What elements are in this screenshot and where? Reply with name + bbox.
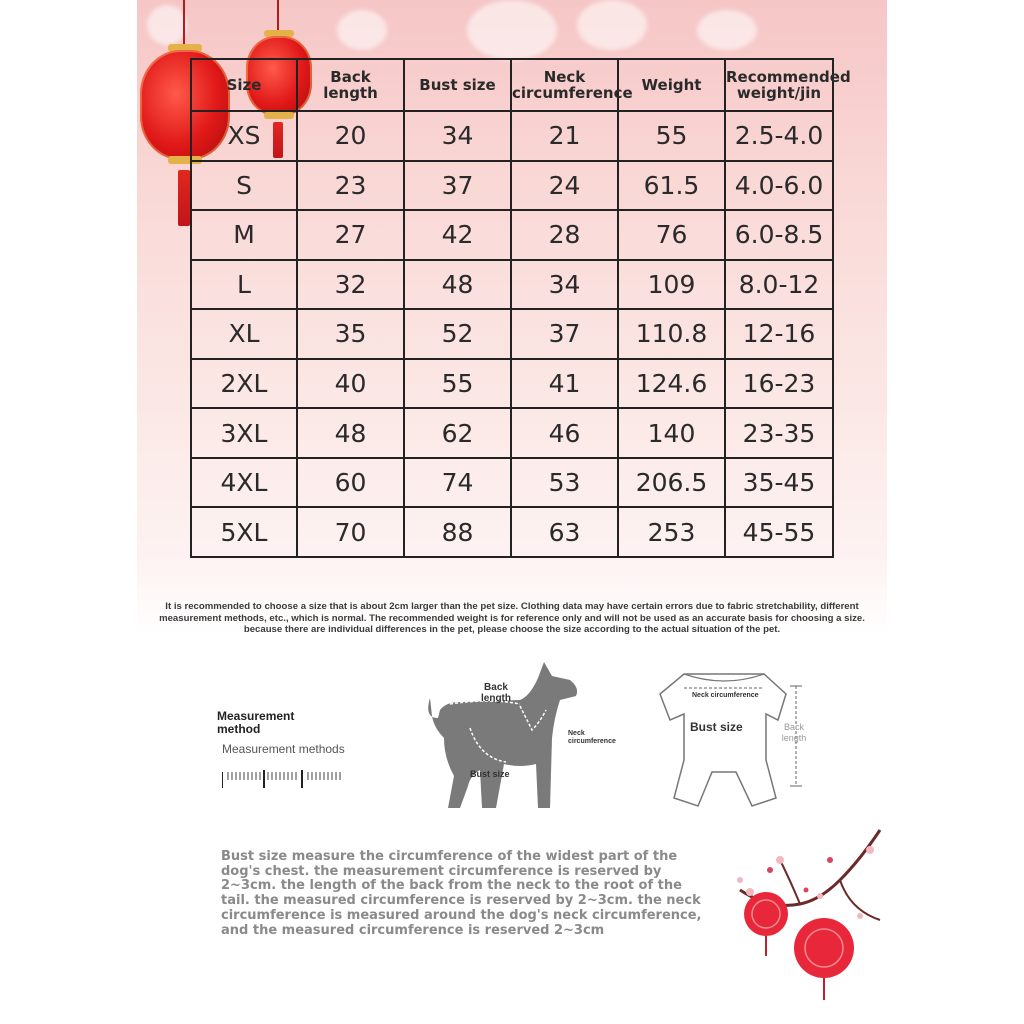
shirt-diagram xyxy=(640,660,820,810)
fu-ornament-icon xyxy=(744,892,788,956)
shirt-bust-label: Bust size xyxy=(690,720,743,734)
cell-neck: 63 xyxy=(511,507,618,557)
table-row xyxy=(191,458,833,508)
cell-bust: 74 xyxy=(404,458,511,508)
cell-back: 70 xyxy=(297,507,404,557)
cell-recommended: 12-16 xyxy=(725,309,833,359)
table-row xyxy=(191,161,833,211)
cell-size: S xyxy=(191,161,297,211)
table-row xyxy=(191,111,833,161)
header-bust-size: Bust size xyxy=(404,59,511,111)
fu-ornament-icon xyxy=(794,918,854,1000)
dog-neck-label: Neck circumference xyxy=(568,730,616,745)
cell-back: 27 xyxy=(297,210,404,260)
cell-recommended: 6.0-8.5 xyxy=(725,210,833,260)
cell-size: 3XL xyxy=(191,408,297,458)
table-row xyxy=(191,260,833,310)
bokeh-decoration xyxy=(697,10,757,50)
cell-weight: 253 xyxy=(618,507,725,557)
cell-size: 4XL xyxy=(191,458,297,508)
cell-neck: 28 xyxy=(511,210,618,260)
shirt-back-length-label: Back length xyxy=(781,722,807,743)
cell-back: 20 xyxy=(297,111,404,161)
cell-bust: 88 xyxy=(404,507,511,557)
table-row xyxy=(191,309,833,359)
cell-recommended: 2.5-4.0 xyxy=(725,111,833,161)
cell-back: 48 xyxy=(297,408,404,458)
cell-back: 40 xyxy=(297,359,404,409)
cell-bust: 55 xyxy=(404,359,511,409)
cell-weight: 55 xyxy=(618,111,725,161)
cell-bust: 52 xyxy=(404,309,511,359)
cell-size: XL xyxy=(191,309,297,359)
cell-neck: 53 xyxy=(511,458,618,508)
header-recommended-label: Recommended weight/jin xyxy=(726,68,851,102)
cell-weight: 76 xyxy=(618,210,725,260)
cell-bust: 37 xyxy=(404,161,511,211)
cell-bust: 42 xyxy=(404,210,511,260)
cell-recommended: 8.0-12 xyxy=(725,260,833,310)
table-row xyxy=(191,408,833,458)
header-neck-label: Neck circumference xyxy=(512,68,633,102)
header-neck xyxy=(511,59,633,111)
table-row xyxy=(191,507,833,557)
table-row xyxy=(191,359,833,409)
header-back-length xyxy=(297,59,404,111)
bokeh-decoration xyxy=(577,0,647,50)
cell-size: 5XL xyxy=(191,507,297,557)
cell-neck: 41 xyxy=(511,359,618,409)
bokeh-decoration xyxy=(337,10,387,50)
cell-bust: 48 xyxy=(404,260,511,310)
dog-bust-label: Bust size xyxy=(470,769,510,779)
cell-back: 60 xyxy=(297,458,404,508)
cell-size: XS xyxy=(191,111,297,161)
cell-neck: 46 xyxy=(511,408,618,458)
table-row xyxy=(191,210,833,260)
cell-back: 32 xyxy=(297,260,404,310)
size-table xyxy=(190,58,851,558)
cell-weight: 109 xyxy=(618,260,725,310)
cell-weight: 140 xyxy=(618,408,725,458)
cell-recommended: 16-23 xyxy=(725,359,833,409)
cell-recommended: 45-55 xyxy=(725,507,833,557)
header-weight: Weight xyxy=(618,59,725,111)
cell-recommended: 4.0-6.0 xyxy=(725,161,833,211)
cell-weight: 124.6 xyxy=(618,359,725,409)
cell-size: M xyxy=(191,210,297,260)
header-recommended xyxy=(725,59,851,111)
shirt-neck-label: Neck circumference xyxy=(692,692,759,699)
cell-recommended: 35-45 xyxy=(725,458,833,508)
cell-back: 35 xyxy=(297,309,404,359)
cell-weight: 110.8 xyxy=(618,309,725,359)
table-header-row xyxy=(191,59,833,111)
bokeh-decoration xyxy=(467,0,557,60)
cell-neck: 24 xyxy=(511,161,618,211)
cell-recommended: 23-35 xyxy=(725,408,833,458)
cell-neck: 21 xyxy=(511,111,618,161)
measurement-subtitle: Measurement methods xyxy=(222,742,345,756)
measurement-title: Measurement method xyxy=(217,709,295,736)
dog-back-length-label: Back length xyxy=(481,682,511,704)
header-back-length-label: Back length xyxy=(323,68,378,102)
cell-size: 2XL xyxy=(191,359,297,409)
dog-diagram xyxy=(420,658,620,818)
cell-back: 23 xyxy=(297,161,404,211)
blossom-branch-icon xyxy=(710,820,890,1020)
header-size: Size xyxy=(191,59,297,111)
cell-neck: 37 xyxy=(511,309,618,359)
cell-bust: 62 xyxy=(404,408,511,458)
measurement-description: Bust size measure the circumference of the widest part of the dog's chest. the measurement circumference is reserved by 2~3cm. the length of the back from the neck to the root of the tail. the measured circumference is reserved by 2~3cm. the neck circumference is measured around the dog's neck circumference, and the measured circumference is reserved 2~3cm xyxy=(221,849,702,938)
sizing-note: It is recommended to choose a size that is about 2cm larger than the pet size. Clothing data may have certain errors due to fabric stretchability, different measurement methods, etc., which is normal. The recommended weight is for reference only and will not be used as an accurate basis for choosing a size. because there are individual differences in the pet, please choose the size according to the actual situation of the pet. xyxy=(159,601,865,635)
ruler-icon xyxy=(222,766,344,790)
cell-weight: 206.5 xyxy=(618,458,725,508)
cell-neck: 34 xyxy=(511,260,618,310)
cell-weight: 61.5 xyxy=(618,161,725,211)
cell-size: L xyxy=(191,260,297,310)
cell-bust: 34 xyxy=(404,111,511,161)
